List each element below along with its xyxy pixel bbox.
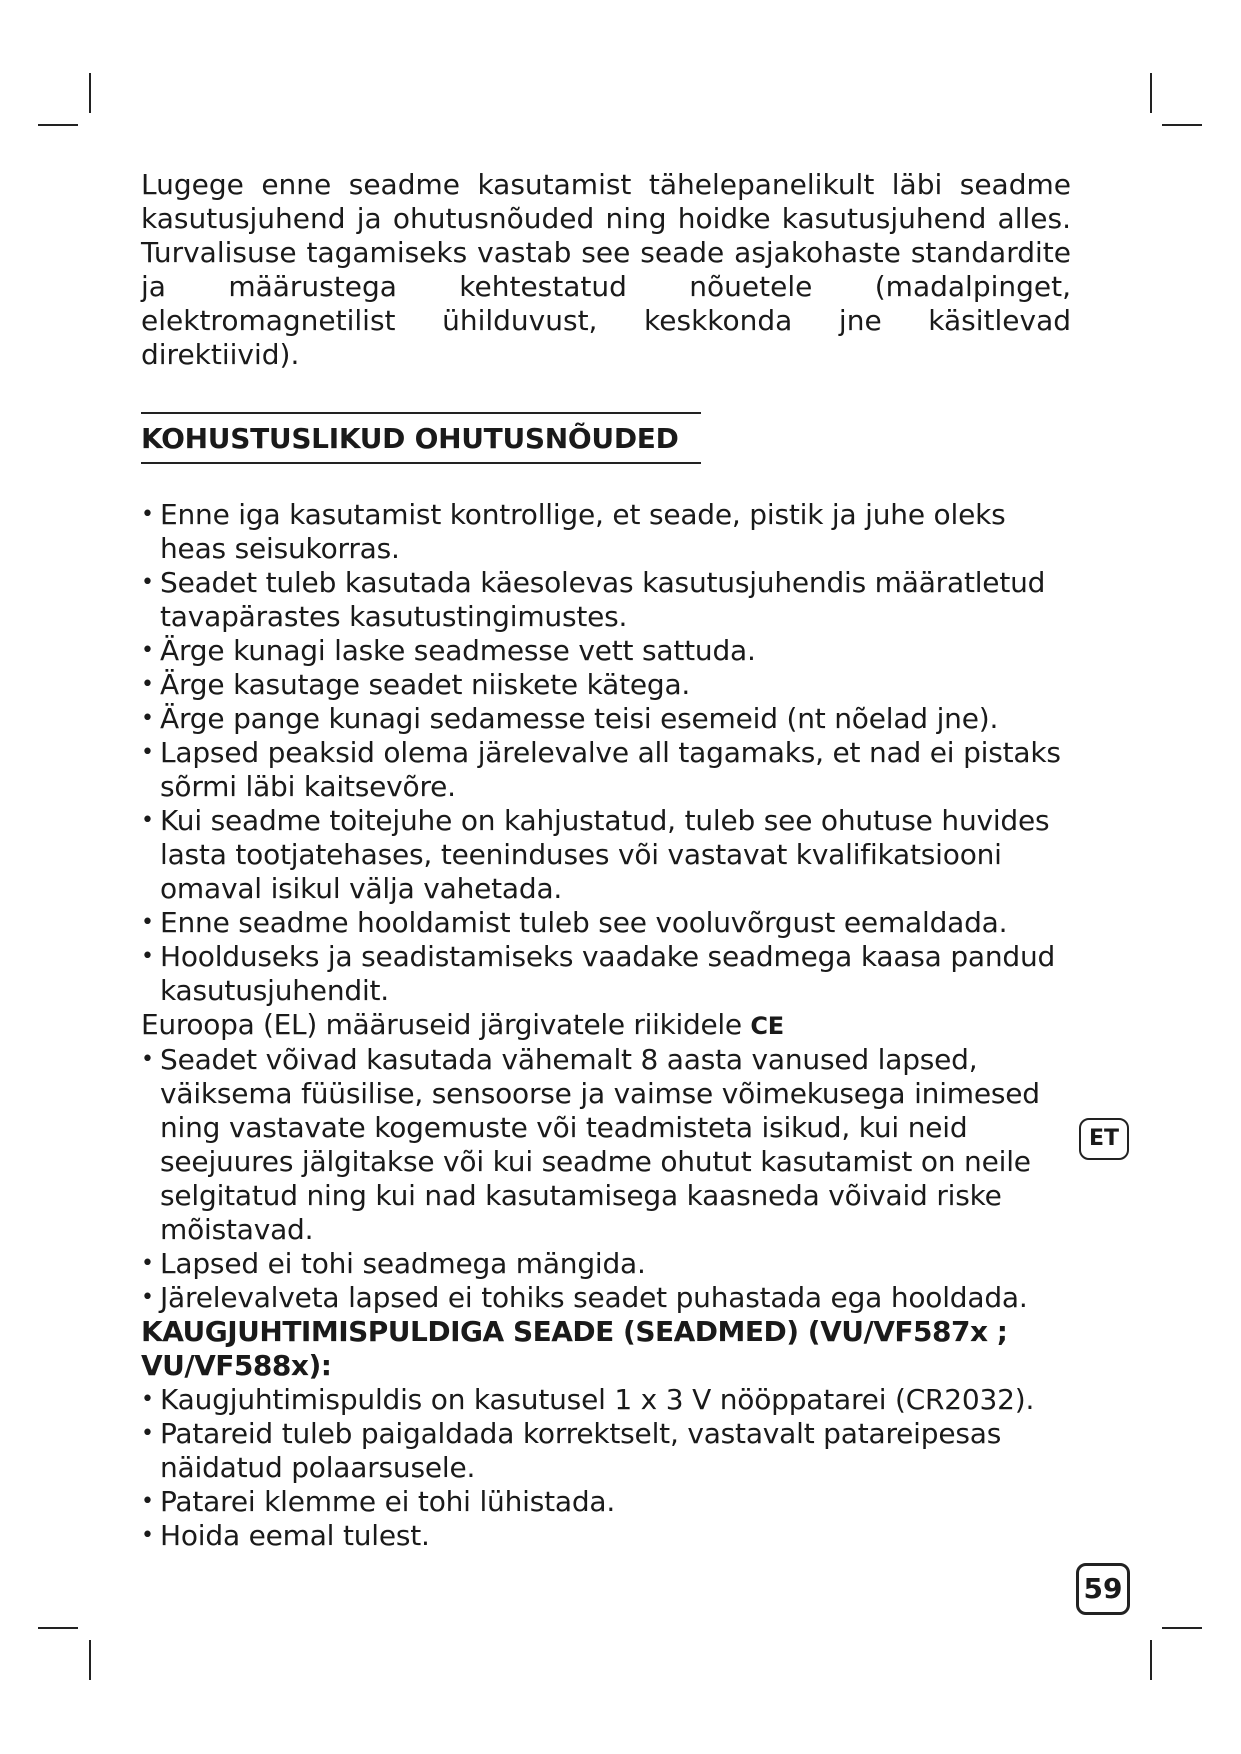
list-item: • Seadet võivad kasutada vähemalt 8 aasta vanused lapsed, väiksema füüsilise, sensoorse ja vaimse võimekusega inimesed ning vastavate kogemuste või teadmisteta isikud, kui neid seejuures jälgitakse või kui seadme ohutut kasutamist on neile selgitatud ning kui nad kasutamisega kaasneda võivaid riske mõistavad.	[141, 1043, 1071, 1247]
remote-list	[141, 1383, 1071, 1553]
language-badge: ET	[1079, 1118, 1129, 1160]
page-number: 59	[1076, 1563, 1130, 1615]
list-item: • Järelevalveta lapsed ei tohiks seadet puhastada ega hooldada.	[141, 1281, 1071, 1315]
crop-mark	[1150, 73, 1152, 113]
crop-mark	[89, 1640, 91, 1680]
list-item: • Kaugjuhtimispuldis on kasutusel 1 x 3 V nööppatarei (CR2032).	[141, 1383, 1071, 1417]
crop-mark	[1150, 1640, 1152, 1680]
page-content	[141, 168, 1071, 1553]
crop-mark	[1162, 1627, 1202, 1629]
list-item: • Patareid tuleb paigaldada korrektselt, vastavalt patareipesas näidatud polaarsusele.	[141, 1417, 1071, 1485]
list-item: • Kui seadme toitejuhe on kahjustatud, tuleb see ohutuse huvides lasta tootjatehases, teeninduses või vastavat kvalifikatsiooni omaval isikul välja vahetada.	[141, 804, 1071, 906]
crop-mark	[38, 1627, 78, 1629]
eu-regulation-line	[141, 1008, 1071, 1043]
eu-list	[141, 1043, 1071, 1315]
list-item: • Ärge kasutage seadet niiskete kätega.	[141, 668, 1071, 702]
crop-mark	[38, 124, 78, 126]
crop-mark	[1162, 124, 1202, 126]
remote-heading: KAUGJUHTIMISPULDIGA SEADE (SEADMED) (VU/VF587x ; VU/VF588x):	[141, 1315, 1008, 1382]
list-item: • Hoolduseks ja seadistamiseks vaadake seadmega kaasa pandud kasutusjuhendit.	[141, 940, 1071, 1008]
list-item: • Enne seadme hooldamist tuleb see vooluvõrgust eemaldada.	[141, 906, 1071, 940]
list-item: • Lapsed peaksid olema järelevalve all tagamaks, et nad ei pistaks sõrmi läbi kaitsevõre.	[141, 736, 1071, 804]
list-item: • Seadet tuleb kasutada käesolevas kasutusjuhendis määratletud tavapärastes kasutustingimustes.	[141, 566, 1071, 634]
list-item: • Ärge kunagi laske seadmesse vett sattuda.	[141, 634, 1071, 668]
list-item: • Lapsed ei tohi seadmega mängida.	[141, 1247, 1071, 1281]
safety-list	[141, 498, 1071, 1008]
ce-mark-icon: CE	[750, 1012, 784, 1040]
section-heading: KOHUSTUSLIKUD OHUTUSNÕUDED	[141, 412, 701, 464]
list-item: • Hoida eemal tulest.	[141, 1519, 1071, 1553]
list-item: • Ärge pange kunagi sedamesse teisi esemeid (nt nõelad jne).	[141, 702, 1071, 736]
list-item: • Enne iga kasutamist kontrollige, et seade, pistik ja juhe oleks heas seisukorras.	[141, 498, 1071, 566]
crop-mark	[89, 73, 91, 113]
list-item: • Patarei klemme ei tohi lühistada.	[141, 1485, 1071, 1519]
intro-paragraph: Lugege enne seadme kasutamist tähelepanelikult läbi seadme kasutusjuhend ja ohutusnõuded ning hoidke kasutusjuhend alles. Turvalisuse tagamiseks vastab see seade asjakohaste standardite ja määrustega kehtestatud nõuetele (madalpinget, elektromagnetilist ühilduvust, keskkonda jne käsitlevad direktiivid).	[141, 168, 1071, 371]
eu-line-text: Euroopa (EL) määruseid järgivatele riikidele	[141, 1008, 742, 1041]
